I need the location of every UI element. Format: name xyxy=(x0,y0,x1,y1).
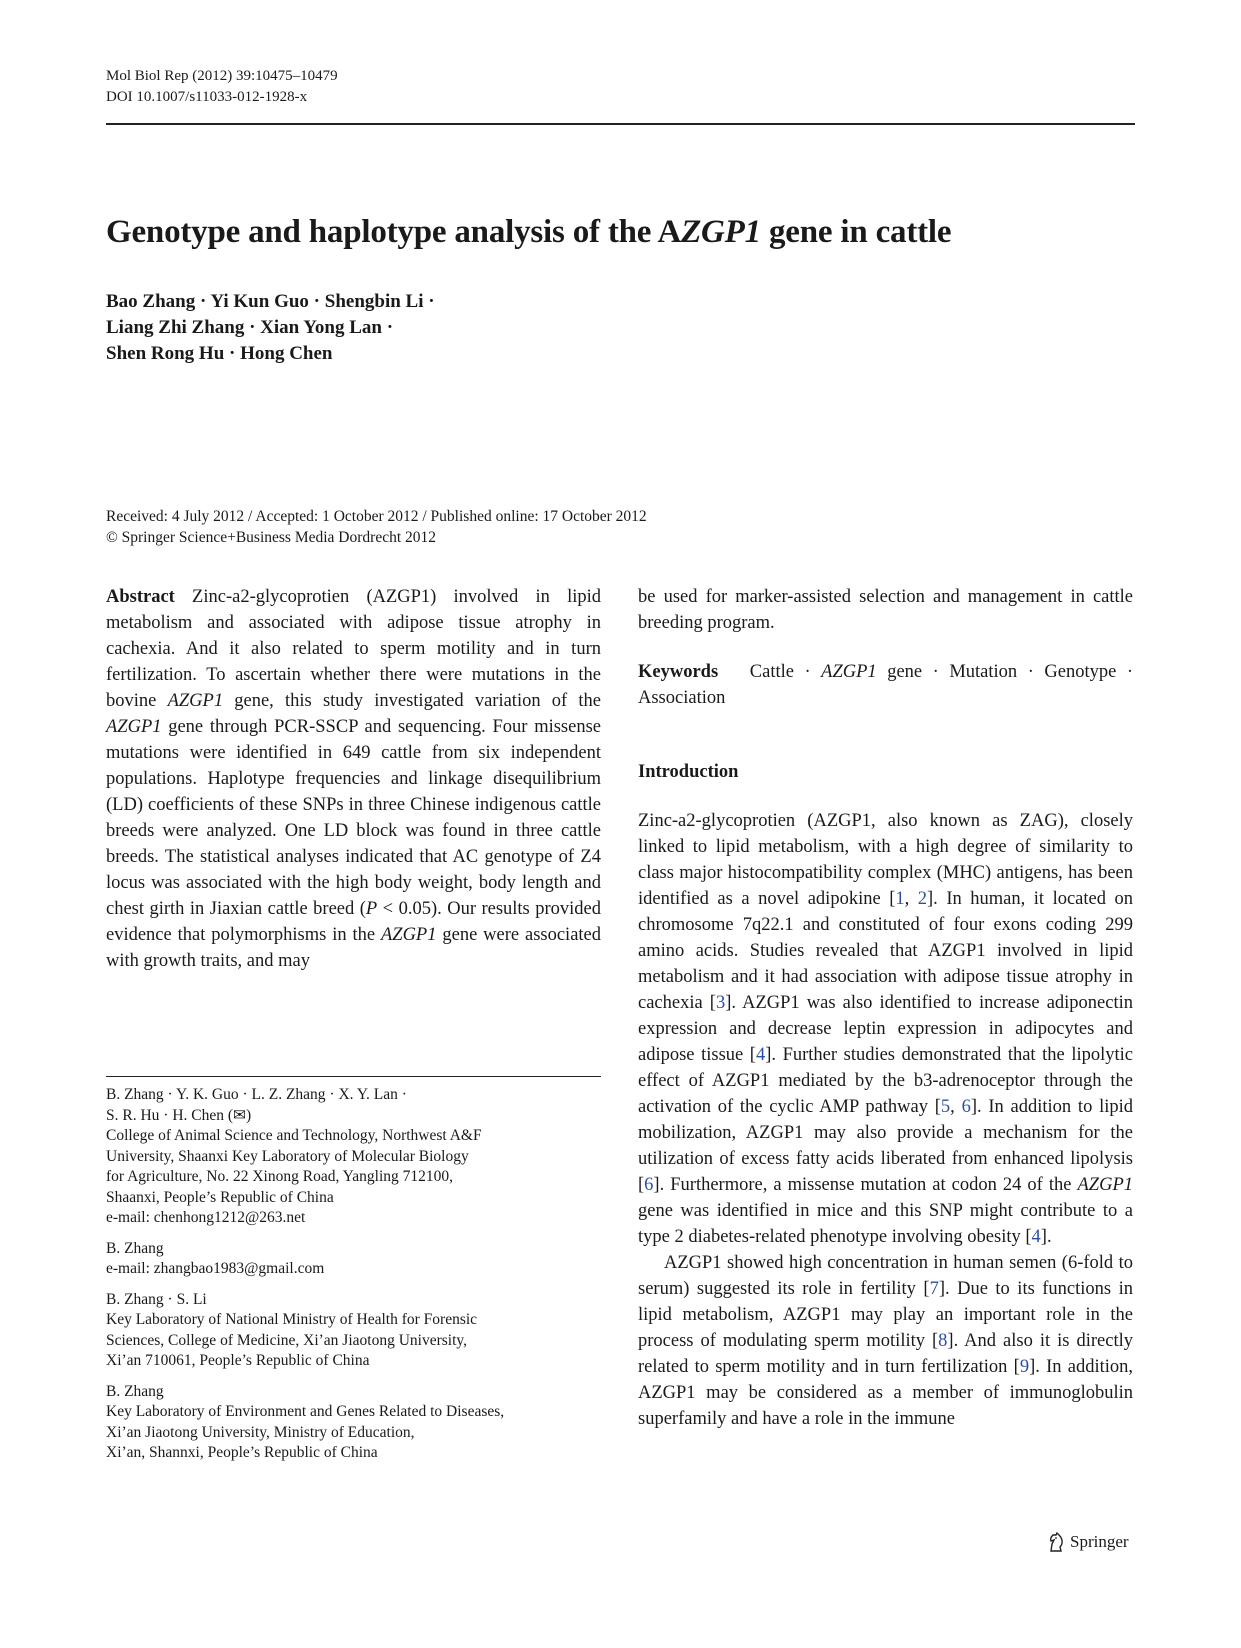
affiliation-names: B. Zhang · Y. K. Guo · L. Z. Zhang · X. Y. Lan · xyxy=(106,1086,407,1103)
affiliation-line: Key Laboratory of Environment and Genes Related to Diseases, xyxy=(106,1403,505,1420)
journal-header xyxy=(106,66,338,108)
journal-citation: Mol Biol Rep (2012) 39:10475–10479 xyxy=(106,68,338,84)
affiliation-names: S. R. Hu · H. Chen (✉) xyxy=(106,1106,252,1124)
intro-paragraph: Zinc-a2-glycoprotien (AZGP1, also known as ZAG), closely linked to lipid metabolism, with a high degree of similarity to class major histocompatibility complex (MHC) antigens, has been identified as a novel adipokine [1, 2]. In human, it located on chromosome 7q22.1 and constituted of four exons coding 299 amino acids. Studies revealed that AZGP1 involved in lipid metabolism and it had association with adipose tissue atrophy in cachexia [3]. AZGP1 was also identified to increase adiponectin expression and decrease leptin expression in adipocytes and adipose tissue [4]. Further studies demonstrated that the lipolytic effect of AZGP1 mediated by the b3-adrenoceptor through the activation of the cyclic AMP pathway [5, 6]. In addition to lipid mobilization, AZGP1 may also provide a mechanism for the utilization of excess fatty acids liberated from enhanced lipolysis [6]. Furthermore, a missense mutation at codon 24 of the AZGP1 gene was identified in mice and this SNP might contribute to a type 2 diabetes-related phenotype involving obesity [4]. xyxy=(638,811,1134,1247)
citation-link[interactable]: 6 xyxy=(644,1175,654,1195)
keywords-label: Keywords xyxy=(638,662,719,682)
p-value-italic: P xyxy=(365,899,378,919)
affiliation-names: B. Zhang xyxy=(106,1382,164,1400)
springer-knight-icon xyxy=(1046,1531,1066,1553)
affiliation-line: Xi’an Jiaotong University, Ministry of Education, xyxy=(106,1423,415,1441)
section-heading-introduction: Introduction xyxy=(638,762,739,782)
publisher-name: Springer xyxy=(1070,1532,1129,1551)
abstract-label: Abstract xyxy=(106,587,175,607)
affiliation-line: Key Laboratory of National Ministry of Health for Forensic xyxy=(106,1311,478,1328)
citation-link[interactable]: 3 xyxy=(715,993,726,1013)
dates-line: Received: 4 July 2012 / Accepted: 1 October 2012 / Published online: 17 October 2012 xyxy=(106,508,647,525)
affiliation-block xyxy=(106,1290,601,1372)
author-list xyxy=(106,289,435,367)
gene-italic: AZGP1 xyxy=(106,717,162,737)
affiliation-line: College of Animal Science and Technology, Northwest A&F xyxy=(106,1127,482,1144)
abstract: Abstract Zinc-a2-glycoprotien (AZGP1) involved in lipid metabolism and associated with adipose tissue atrophy in cachexia. And it also related to sperm motility and in turn fertilization. To ascertain whether there were mutations in the bovine AZGP1 gene, this study investigated variation of the AZGP1 gene through PCR-SSCP and sequencing. Four missense mutations were identified in 649 cattle from six independent populations. Haplotype frequencies and linkage disequilibrium (LD) coefficients of these SNPs in three Chinese indigenous cattle breeds were analyzed. One LD block was found in three cattle breeds. The statistical analyses indicated that AC genotype of Z4 locus was associated with the high body weight, body length and chest girth in Jiaxian cattle breed (P < 0.05). Our results provided evidence that polymorphisms in the AZGP1 gene were associated with growth traits, and may xyxy=(106,587,602,971)
citation-link[interactable]: 8 xyxy=(938,1331,948,1351)
intro-paragraph: AZGP1 showed high concentration in human semen (6-fold to serum) suggested its role in fertility [7]. Due to its functions in lipid metabolism, AZGP1 may play an important role in the process of modulating sperm motility [8]. And also it is directly related to sperm motility and in turn fertilization [9]. In addition, AZGP1 may be considered as a member of immunoglobulin superfamily and have a role in the immune xyxy=(638,1253,1134,1429)
title-text: Genotype and haplotype analysis of the A xyxy=(106,214,682,250)
affiliation-line: University, Shaanxi Key Laboratory of Molecular Biology xyxy=(106,1147,469,1165)
citation-link[interactable]: 6 xyxy=(961,1097,971,1117)
left-column xyxy=(106,584,601,974)
title-text-end: gene in cattle xyxy=(760,214,952,250)
gene-italic: AZGP1 xyxy=(1077,1175,1133,1195)
citation-link[interactable]: 7 xyxy=(929,1279,939,1299)
citation-link[interactable]: 5 xyxy=(940,1097,951,1117)
abstract-continued: be used for marker-assisted selection and management in cattle breeding program. xyxy=(638,587,1133,633)
right-column xyxy=(638,584,1133,1432)
citation-link[interactable]: 1 xyxy=(895,889,905,909)
envelope-icon: ✉ xyxy=(233,1106,247,1124)
affiliation-block xyxy=(106,1239,601,1280)
affiliation-line: Shaanxi, People’s Republic of China xyxy=(106,1188,334,1206)
copyright-line: © Springer Science+Business Media Dordrecht 2012 xyxy=(106,529,437,546)
citation-link[interactable]: 4 xyxy=(755,1045,766,1065)
title-gene-italic: ZGP1 xyxy=(681,214,761,250)
affiliation-block xyxy=(106,1085,601,1229)
citation-link[interactable]: 9 xyxy=(1019,1357,1030,1377)
gene-italic: AZGP1 xyxy=(380,925,437,945)
author-line: Shen Rong Hu · Hong Chen xyxy=(106,343,333,364)
doi: DOI 10.1007/s11033-012-1928-x xyxy=(106,89,308,105)
publisher-logo xyxy=(1046,1531,1129,1553)
affiliation-names: B. Zhang · S. Li xyxy=(106,1290,207,1308)
affiliations xyxy=(106,1085,601,1474)
affiliation-line: Sciences, College of Medicine, Xi’an Jiaotong University, xyxy=(106,1331,468,1349)
affiliation-names: B. Zhang xyxy=(106,1239,164,1257)
email-link[interactable]: e-mail: zhangbao1983@gmail.com xyxy=(106,1260,325,1277)
affiliation-line: Xi’an 710061, People’s Republic of China xyxy=(106,1352,370,1369)
affiliation-block xyxy=(106,1382,601,1464)
publication-dates xyxy=(106,506,647,548)
header-rule xyxy=(106,123,1135,125)
gene-italic: AZGP1 xyxy=(167,691,224,711)
citation-link[interactable]: 2 xyxy=(917,889,928,909)
affiliation-rule xyxy=(106,1076,601,1077)
author-line: Bao Zhang · Yi Kun Guo · Shengbin Li · xyxy=(106,291,435,312)
affiliation-line: for Agriculture, No. 22 Xinong Road, Yangling 712100, xyxy=(106,1168,454,1185)
email-link[interactable]: e-mail: chenhong1212@263.net xyxy=(106,1209,306,1226)
author-line: Liang Zhi Zhang · Xian Yong Lan · xyxy=(106,317,394,338)
article-title xyxy=(106,212,951,252)
affiliation-line: Xi’an, Shannxi, People’s Republic of China xyxy=(106,1444,378,1461)
gene-italic: AZGP1 xyxy=(821,662,877,682)
keywords: Keywords Cattle · AZGP1 gene · Mutation · Genotype · Association xyxy=(638,662,1133,708)
citation-link[interactable]: 4 xyxy=(1031,1227,1041,1247)
